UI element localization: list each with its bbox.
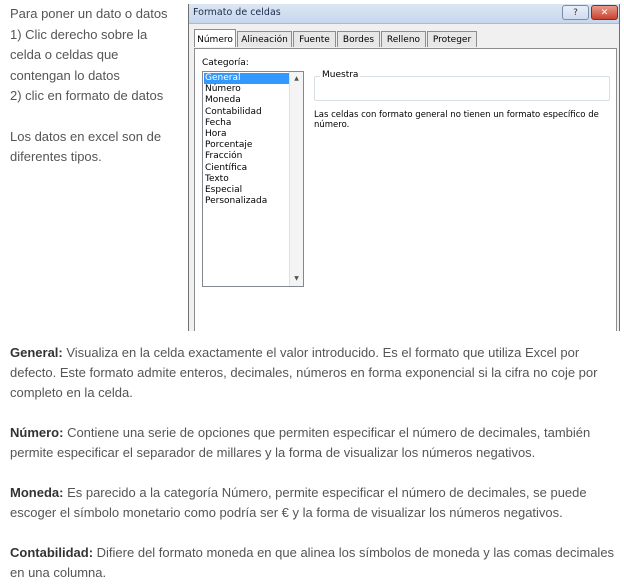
section-numero (10, 423, 618, 463)
section-term: Contabilidad: (10, 545, 94, 560)
intro-line: 2) clic en formato de datos (10, 88, 164, 103)
category-item-general[interactable]: General (204, 73, 291, 84)
dialog-titlebar (189, 4, 619, 24)
category-item-fecha[interactable]: Fecha (205, 117, 232, 128)
section-contabilidad (10, 543, 618, 583)
intro-line: 1) Clic derecho sobre la (10, 26, 148, 42)
dialog-title: Formato de celdas (193, 7, 281, 18)
section-moneda (10, 483, 618, 523)
section-text: Visualiza en la celda exactamente el valor introducido. Es el formato que utiliza Excel por defecto. Este formato admite enteros, decimales, números en forma exponencial si la cifra no coje por completo en la celda. (10, 345, 598, 400)
help-button[interactable]: ? (562, 5, 589, 20)
tab-numero[interactable]: Número (194, 29, 236, 47)
scroll-down-icon[interactable]: ▼ (294, 275, 299, 282)
category-listbox[interactable] (202, 71, 304, 287)
category-item-personalizada[interactable]: Personalizada (205, 196, 268, 207)
category-item-fraccion[interactable]: Fracción (205, 151, 243, 162)
section-term: Moneda: (10, 485, 64, 500)
category-item-porcentaje[interactable]: Porcentaje (205, 140, 253, 151)
tab-fuente[interactable]: Fuente (293, 31, 336, 47)
section-text: Contiene una serie de opciones que permiten especificar el número de decimales, también permite especificar el separador de millares y la forma de visualizar los números negativos. (10, 425, 591, 460)
tab-bordes[interactable]: Bordes (337, 31, 380, 47)
intro-line: contengan lo datos (10, 67, 120, 83)
category-item-cientifica[interactable]: Científica (205, 162, 248, 173)
category-item-texto[interactable]: Texto (205, 173, 229, 184)
number-tab-panel (194, 48, 617, 331)
sample-box (314, 70, 610, 101)
intro-line: Los datos en excel son de (10, 128, 162, 144)
category-item-moneda[interactable]: Moneda (205, 95, 241, 106)
section-term: Número: (10, 425, 64, 440)
intro-line: Para poner un dato o datos (10, 6, 168, 21)
section-text: Es parecido a la categoría Número, permite especificar el número de decimales, se puede escoger el símbolo monetario como podría ser € y la forma de visualizar los números negativos. (10, 485, 587, 520)
close-button[interactable]: ✕ (591, 5, 618, 20)
section-text: Difiere del formato moneda en que alinea los símbolos de moneda y las comas decimales en una columna. (10, 545, 615, 580)
intro-line: celda o celdas que (10, 47, 119, 62)
category-item-hora[interactable]: Hora (205, 129, 227, 140)
format-description: Las celdas con formato general no tienen un formato específico de número. (314, 110, 599, 130)
section-general (10, 343, 618, 403)
format-cells-dialog (188, 4, 620, 331)
tab-relleno[interactable]: Relleno (381, 31, 426, 47)
category-item-contabilidad[interactable]: Contabilidad (205, 106, 262, 117)
category-item-especial[interactable]: Especial (205, 185, 243, 196)
sample-label: Muestra (322, 70, 359, 80)
tab-alineacion[interactable]: Alineación (237, 31, 292, 47)
scroll-up-icon[interactable]: ▲ (294, 75, 299, 82)
tab-proteger[interactable]: Proteger (427, 31, 477, 47)
category-list (204, 73, 291, 207)
intro-line: diferentes tipos. (10, 149, 102, 164)
section-term: General: (10, 345, 63, 360)
listbox-scrollbar[interactable] (289, 72, 303, 286)
intro-text (10, 4, 180, 168)
category-item-numero[interactable]: Número (205, 84, 241, 95)
category-label: Categoría: (202, 58, 249, 68)
